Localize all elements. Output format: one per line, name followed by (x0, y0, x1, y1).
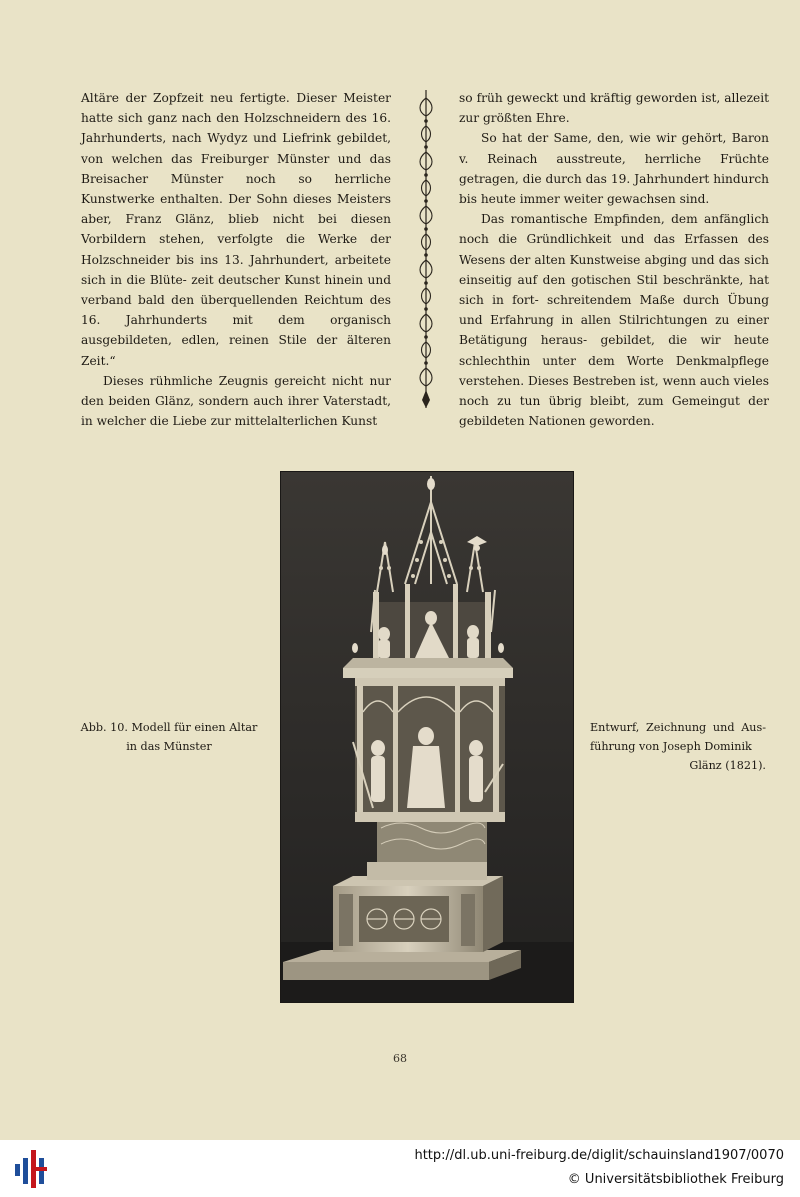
left-paragraph-1: Altäre der Zopfzeit neu fertigte. Dieser Meister hatte sich ganz nach den Holzschneidern des 16. Jahrhunderts, nach Wydyz und Liefrink gebildet, von welchen das Freiburger Münster und das Breisacher Münster noch so herrliche Kunstwerke enthalten. Der Sohn dieses Meisters aber, Franz Glänz, blieb nicht bei diesen Vorbildern stehen, verfolgte die Werke der Holzschneider bis ins 13. Jahrhundert, arbeitete sich in die Blüte- zeit deutscher Kunst hinein und verband bald den überquellenden Reichtum des 16. Jahrhunderts mit dem organisch ausgebildeten, edlen, reinen Stile der älteren Zeit.“ (81, 91, 391, 368)
left-text-column (81, 88, 391, 431)
right-text-column (459, 88, 769, 431)
left-paragraph-2: Dieses rühmliche Zeugnis gereicht nicht nur den beiden Glänz, sondern auch ihrer Vaterstadt, in welcher die Liebe zur mittelalterlichen Kunst (81, 373, 391, 429)
page-number: 68 (393, 1052, 407, 1065)
altar-model-photograph (280, 471, 574, 1003)
figure-caption-right-main: Entwurf, Zeichnung und Aus- führung von Joseph Dominik (590, 721, 766, 753)
figure-caption-right-date: Glänz (1821). (689, 759, 766, 772)
digital-library-footer (0, 1140, 800, 1197)
vertical-ornament-divider (416, 90, 436, 408)
copyright-notice: © Universitätsbibliothek Freiburg (567, 1172, 784, 1187)
figure-caption-left: Abb. 10. Modell für einen Altar in das Münster (80, 721, 258, 753)
right-paragraph-1: so früh geweckt und kräftig geworden ist, allezeit zur größten Ehre. (459, 91, 769, 126)
document-url-link[interactable]: http://dl.ub.uni-freiburg.de/diglit/schauinsland1907/0070 (414, 1148, 784, 1163)
right-paragraph-3: Das romantische Empfinden, dem anfänglich noch die Gründlichkeit und das Erfassen des Wesens der alten Kunstweise abging und das sich einseitig auf den gotischen Stil beschränkte, hat sich in fort- schreitendem Maße durch Übung und Erfahrung in allen Stilrichtungen zu einer Betätigung heraus- gebildet, die wir heute schlechthin unter dem Worte Denkmalpflege verstehen. Dieses Bestreben ist, wenn auch vieles noch zu tun übrig bleibt, zum Gemeingut der gebildeten Nationen geworden. (459, 212, 769, 429)
right-paragraph-2: So hat der Same, den, wie wir gehört, Baron v. Reinach ausstreute, herrliche Früchte getragen, die durch das 19. Jahrhundert hindurch bis heute immer weiter gewachsen sind. (459, 131, 769, 207)
university-library-logo (12, 1148, 52, 1190)
figure-caption-right (590, 718, 766, 775)
